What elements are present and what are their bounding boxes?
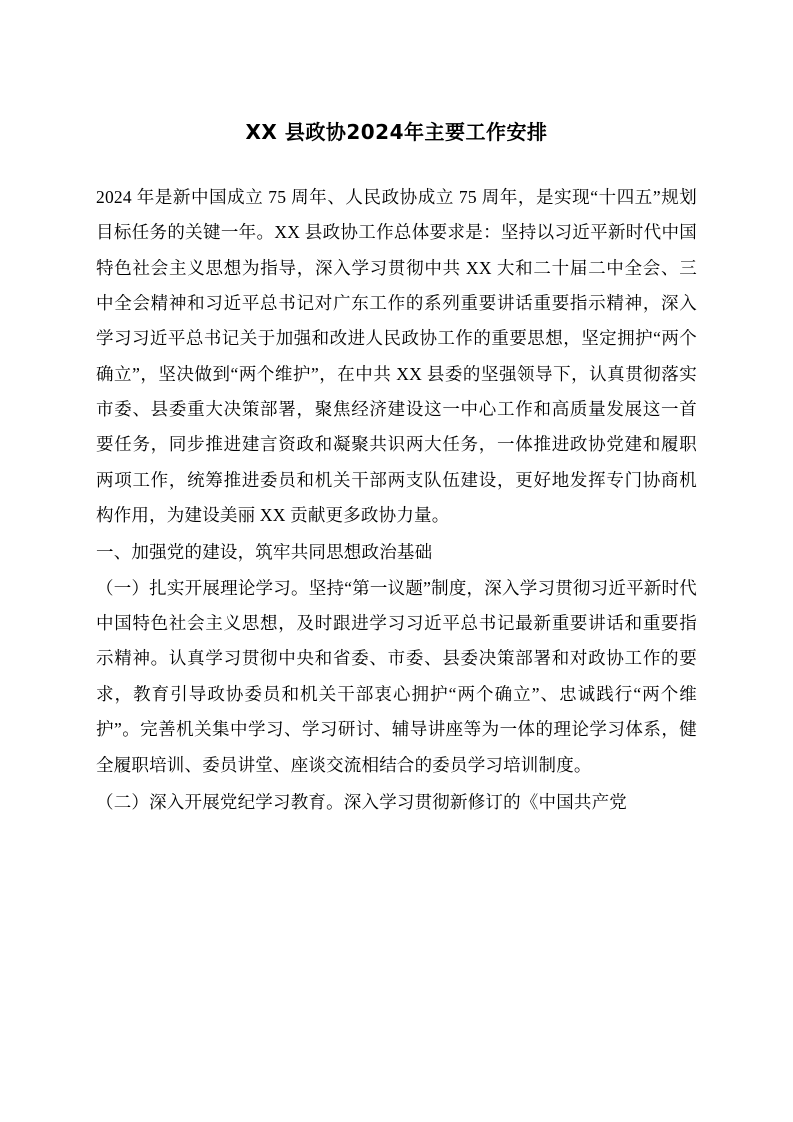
section-heading-one: 一、加强党的建设，筑牢共同思想政治基础 — [96, 542, 433, 563]
page-title: XX 县政协2024年主要工作安排 — [245, 120, 548, 144]
paragraph-item-two: （二）深入开展党纪学习教育。深入学习贯彻新修订的《中国共产党 — [96, 791, 627, 812]
paragraph-item-one: （一）扎实开展理论学习。坚持“第一议题”制度，深入学习贯彻习近平新时代中国特色社会主义思想，及时跟进学习习近平总书记最新重要讲话和重要指示精神。认真学习贯彻中央和省委、市委、县委决策部署和对政协工作的要求，教育引导政协委员和机关干部衷心拥护“两个确立”、忠诚践行“两个维护”。完善机关集中学习、学习研讨、辅导讲座等为一体的理论学习体系，健全履职培训、委员讲堂、座谈交流相结合的委员学习培训制度。 — [96, 577, 697, 775]
paragraph-intro: 2024 年是新中国成立 75 周年、人民政协成立 75 周年，是实现“十四五”规划目标任务的关键一年。XX 县政协工作总体要求是：坚持以习近平新时代中国特色社会主义思想为指导，深入学习贯彻中共 XX 大和二十届二中全会、三中全会精神和习近平总书记对广东工作的系列重要讲话重要指示精神，深入学习习近平总书记关于加强和改进人民政协工作的重要思想，坚定拥护“两个确立”，坚决做到“两个维护”，在中共 XX 县委的坚强领导下，认真贯彻落实市委、县委重大决策部署，聚焦经济建设这一中心工作和高质量发展这一首要任务，同步推进建言资政和凝聚共识两大任务，一体推进政协党建和履职两项工作，统筹推进委员和机关干部两支队伍建设，更好地发挥专门协商机构作用，为建设美丽 XX 贡献更多政协力量。 — [96, 187, 697, 526]
